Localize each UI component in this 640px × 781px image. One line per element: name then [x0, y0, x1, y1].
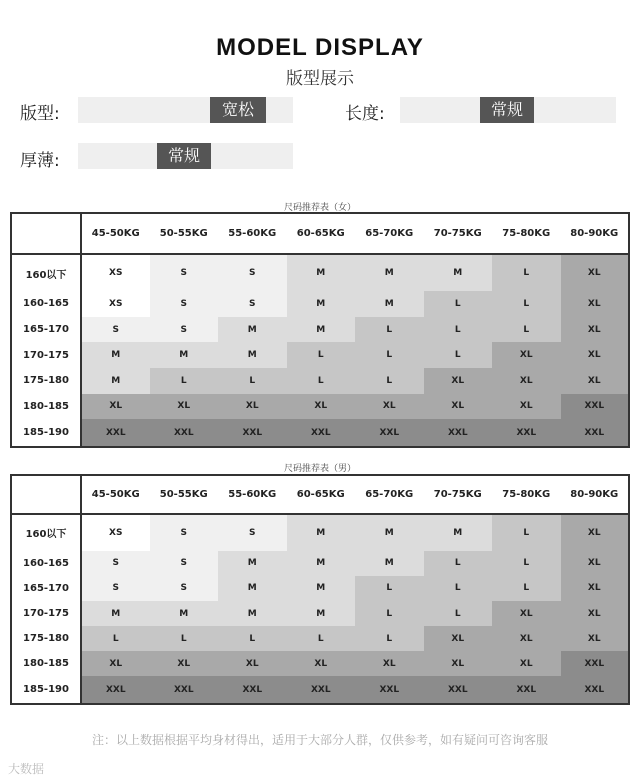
- size-cell: XXL: [561, 651, 630, 676]
- weight-header: 45-50KG: [81, 475, 150, 514]
- size-cell: XL: [561, 342, 630, 368]
- size-cell: M: [355, 551, 424, 576]
- size-cell: XL: [81, 651, 150, 676]
- height-label: 180-185: [11, 394, 81, 420]
- size-cell: M: [355, 254, 424, 291]
- size-cell: XL: [81, 394, 150, 420]
- table-row: [11, 551, 629, 576]
- table-row: [11, 342, 629, 368]
- corner-cell: [11, 475, 81, 514]
- size-cell: XL: [355, 394, 424, 420]
- size-cell: XL: [561, 576, 630, 601]
- size-cell: L: [492, 254, 561, 291]
- size-cell: M: [218, 342, 287, 368]
- fit-label: 版型:: [20, 104, 60, 124]
- size-cell: XL: [561, 254, 630, 291]
- size-cell: XXL: [150, 676, 219, 704]
- size-cell: XL: [287, 394, 356, 420]
- size-cell: XXL: [218, 676, 287, 704]
- corner-cell: [11, 213, 81, 254]
- footnote: 注：以上数据根据平均身材得出，适用于大部分人群，仅供参考，如有疑问可咨询客服: [91, 733, 548, 747]
- table-row: [11, 651, 629, 676]
- table-row: [11, 368, 629, 394]
- weight-header: 70-75KG: [424, 213, 493, 254]
- table-row: [11, 419, 629, 447]
- size-cell: L: [492, 291, 561, 317]
- size-cell: L: [355, 576, 424, 601]
- size-cell: L: [81, 626, 150, 651]
- size-cell: M: [287, 551, 356, 576]
- watermark: 大数据: [8, 762, 45, 776]
- size-cell: XXL: [287, 419, 356, 447]
- table-row: [11, 317, 629, 343]
- size-cell: XXL: [561, 419, 630, 447]
- height-label: 180-185: [11, 651, 81, 676]
- size-cell: XL: [492, 368, 561, 394]
- size-cell: XXL: [492, 419, 561, 447]
- size-cell: XXL: [492, 676, 561, 704]
- size-cell: XXL: [561, 394, 630, 420]
- size-cell: S: [81, 551, 150, 576]
- size-cell: S: [218, 254, 287, 291]
- size-cell: M: [287, 514, 356, 551]
- size-cell: XL: [218, 394, 287, 420]
- size-cell: M: [287, 601, 356, 626]
- size-cell: L: [424, 601, 493, 626]
- table-row: [11, 676, 629, 704]
- size-cell: S: [150, 254, 219, 291]
- size-cell: S: [218, 291, 287, 317]
- weight-header: 55-60KG: [218, 213, 287, 254]
- size-cell: L: [492, 551, 561, 576]
- size-cell: XL: [492, 601, 561, 626]
- size-cell: XXL: [424, 676, 493, 704]
- size-cell: XXL: [150, 419, 219, 447]
- weight-header: 60-65KG: [287, 475, 356, 514]
- size-cell: L: [355, 368, 424, 394]
- weight-header: 50-55KG: [150, 213, 219, 254]
- size-cell: XL: [561, 514, 630, 551]
- size-cell: M: [81, 342, 150, 368]
- size-cell: XL: [561, 551, 630, 576]
- size-cell: XL: [355, 651, 424, 676]
- size-cell: XS: [81, 291, 150, 317]
- women-size-table: [10, 212, 630, 448]
- size-cell: XXL: [561, 676, 630, 704]
- weight-header: 50-55KG: [150, 475, 219, 514]
- size-cell: M: [81, 601, 150, 626]
- size-cell: S: [81, 576, 150, 601]
- size-cell: S: [150, 576, 219, 601]
- height-label: 165-170: [11, 576, 81, 601]
- size-cell: XL: [561, 601, 630, 626]
- size-cell: XL: [150, 651, 219, 676]
- men-size-caption: 尺码推荐表（男）: [283, 464, 356, 474]
- size-cell: XL: [150, 394, 219, 420]
- thickness-label: 厚薄:: [20, 151, 60, 171]
- size-cell: M: [218, 576, 287, 601]
- size-cell: M: [81, 368, 150, 394]
- size-cell: L: [492, 576, 561, 601]
- size-cell: M: [424, 514, 493, 551]
- size-cell: XXL: [287, 676, 356, 704]
- weight-header: 45-50KG: [81, 213, 150, 254]
- size-cell: M: [287, 254, 356, 291]
- size-cell: L: [424, 317, 493, 343]
- size-cell: M: [287, 317, 356, 343]
- size-cell: XL: [424, 394, 493, 420]
- page-title: MODEL DISPLAY: [216, 34, 424, 61]
- height-label: 160以下: [11, 254, 81, 291]
- size-cell: XL: [492, 651, 561, 676]
- size-cell: XL: [287, 651, 356, 676]
- size-cell: L: [150, 626, 219, 651]
- table-row: [11, 254, 629, 291]
- size-cell: M: [150, 342, 219, 368]
- size-cell: XL: [424, 626, 493, 651]
- size-cell: L: [355, 342, 424, 368]
- size-cell: M: [287, 576, 356, 601]
- size-cell: L: [492, 317, 561, 343]
- height-label: 170-175: [11, 601, 81, 626]
- page-subtitle: 版型展示: [286, 69, 354, 89]
- size-cell: S: [218, 514, 287, 551]
- size-cell: L: [287, 626, 356, 651]
- size-cell: XS: [81, 254, 150, 291]
- size-cell: M: [218, 317, 287, 343]
- size-cell: L: [355, 601, 424, 626]
- size-cell: L: [218, 626, 287, 651]
- size-cell: XXL: [81, 676, 150, 704]
- weight-header: 70-75KG: [424, 475, 493, 514]
- fit-value: 宽松: [210, 97, 266, 123]
- table-row: [11, 514, 629, 551]
- size-cell: XXL: [355, 419, 424, 447]
- size-cell: L: [150, 368, 219, 394]
- weight-header: 75-80KG: [492, 475, 561, 514]
- height-label: 185-190: [11, 676, 81, 704]
- size-cell: XL: [561, 368, 630, 394]
- weight-header: 65-70KG: [355, 213, 424, 254]
- size-cell: L: [355, 317, 424, 343]
- table-row: [11, 601, 629, 626]
- size-cell: L: [218, 368, 287, 394]
- weight-header: 55-60KG: [218, 475, 287, 514]
- women-size-caption: 尺码推荐表（女）: [283, 203, 356, 213]
- size-cell: L: [355, 626, 424, 651]
- men-size-table: [10, 474, 630, 705]
- size-cell: S: [150, 514, 219, 551]
- weight-header: 80-90KG: [561, 213, 630, 254]
- height-label: 160-165: [11, 551, 81, 576]
- size-cell: XL: [492, 626, 561, 651]
- length-label: 长度:: [345, 104, 385, 124]
- height-label: 185-190: [11, 419, 81, 447]
- size-cell: L: [424, 291, 493, 317]
- size-cell: M: [150, 601, 219, 626]
- size-cell: S: [150, 317, 219, 343]
- table-row: [11, 626, 629, 651]
- size-cell: XXL: [81, 419, 150, 447]
- weight-header: 75-80KG: [492, 213, 561, 254]
- size-cell: XL: [492, 394, 561, 420]
- table-row: [11, 394, 629, 420]
- height-label: 175-180: [11, 626, 81, 651]
- size-cell: XL: [424, 651, 493, 676]
- size-cell: XL: [218, 651, 287, 676]
- size-cell: L: [424, 342, 493, 368]
- size-cell: M: [218, 601, 287, 626]
- size-cell: S: [150, 551, 219, 576]
- size-cell: XXL: [355, 676, 424, 704]
- size-cell: XL: [561, 626, 630, 651]
- weight-header: 80-90KG: [561, 475, 630, 514]
- thickness-value: 常规: [157, 143, 211, 169]
- size-cell: XS: [81, 514, 150, 551]
- height-label: 160以下: [11, 514, 81, 551]
- size-cell: M: [287, 291, 356, 317]
- table-row: [11, 576, 629, 601]
- size-cell: L: [287, 368, 356, 394]
- height-label: 170-175: [11, 342, 81, 368]
- size-cell: L: [424, 551, 493, 576]
- size-cell: XL: [424, 368, 493, 394]
- size-cell: L: [287, 342, 356, 368]
- size-cell: L: [492, 514, 561, 551]
- size-cell: L: [424, 576, 493, 601]
- weight-header: 60-65KG: [287, 213, 356, 254]
- size-cell: S: [81, 317, 150, 343]
- size-cell: M: [218, 551, 287, 576]
- table-row: [11, 291, 629, 317]
- size-cell: XL: [561, 317, 630, 343]
- weight-header: 65-70KG: [355, 475, 424, 514]
- height-label: 165-170: [11, 317, 81, 343]
- height-label: 160-165: [11, 291, 81, 317]
- size-cell: M: [355, 291, 424, 317]
- size-cell: XL: [561, 291, 630, 317]
- size-cell: XL: [492, 342, 561, 368]
- height-label: 175-180: [11, 368, 81, 394]
- length-value: 常规: [480, 97, 534, 123]
- size-cell: XXL: [424, 419, 493, 447]
- size-cell: XXL: [218, 419, 287, 447]
- size-cell: S: [150, 291, 219, 317]
- size-cell: M: [424, 254, 493, 291]
- size-cell: M: [355, 514, 424, 551]
